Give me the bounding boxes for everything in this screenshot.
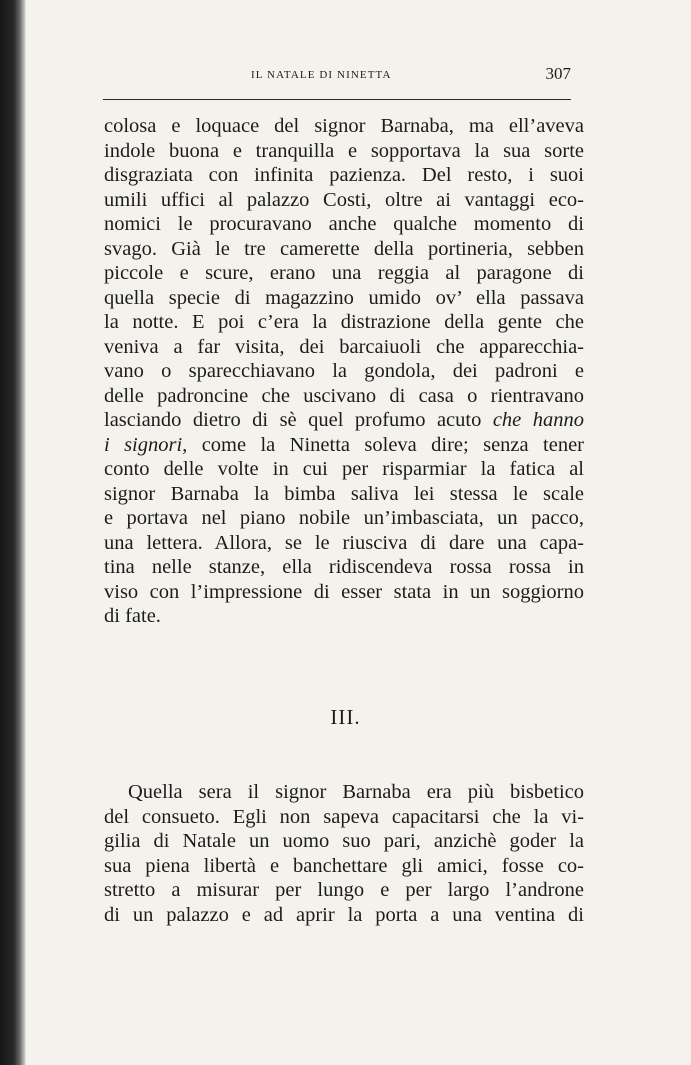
text-line: la notte. E poi c’era la distrazione della gente che xyxy=(104,311,584,333)
text-line: viso con l’impressione di esser stata in un soggiorno xyxy=(104,580,584,603)
text-line: indole buona e tranquilla e sopportava la sua sorte xyxy=(104,139,584,162)
text-line: disgraziata con infinita pazienza. Del resto, i suoi xyxy=(104,164,584,186)
text-line: delle padroncine che uscivano di casa o rientravano xyxy=(104,384,584,407)
text-line xyxy=(104,433,584,458)
text-line: di un palazzo e ad aprir la porta a una ventina di xyxy=(104,903,584,926)
text-line: vano o sparecchiavano la gondola, dei padroni e xyxy=(104,360,584,382)
text-line: sua piena libertà e banchettare gli amici, fosse co- xyxy=(104,854,584,877)
text-line: del consueto. Egli non sapeva capacitarsi che la vi- xyxy=(104,805,584,828)
text-line: stretto a misurar per lungo e per largo l’androne xyxy=(104,879,584,901)
header-rule xyxy=(103,99,571,100)
running-title: IL NATALE DI NINETTA xyxy=(251,69,392,81)
text-line: piccole e scure, erano una reggia al paragone di xyxy=(104,262,584,284)
text-line: di fate. xyxy=(104,605,161,627)
text-line: una lettera. Allora, se le riusciva di dare una capa- xyxy=(104,531,584,554)
text-line: veniva a far visita, dei barcaiuoli che apparecchia- xyxy=(104,335,584,358)
text-line: svago. Già le tre camerette della portineria, sebben xyxy=(104,237,584,260)
text-line: quella specie di magazzino umido ov’ ella passava xyxy=(104,286,584,309)
text-run: come la Ninetta soleva dire; senza tener xyxy=(187,433,584,456)
book-binding-edge xyxy=(0,0,26,1065)
italic-text: i signori, xyxy=(104,433,188,456)
text-line: conto delle volte in cui per risparmiar la fatica al xyxy=(104,458,584,480)
paragraph-2 xyxy=(104,780,584,927)
text-line: e portava nel piano nobile un’imbasciata, un pacco, xyxy=(104,507,584,529)
text-line: Quella sera il signor Barnaba era più bisbetico xyxy=(128,781,584,803)
text-line: umili uffici al palazzo Costi, oltre ai vantaggi eco- xyxy=(104,188,584,211)
text-line: colosa e loquace del signor Barnaba, ma ell’aveva xyxy=(104,115,584,137)
page-header xyxy=(103,64,571,86)
text-line: signor Barnaba la bimba saliva lei stessa le scale xyxy=(104,482,584,505)
text-line: tina nelle stanze, ella ridiscendeva rossa rossa in xyxy=(104,556,584,578)
text-line: gilia di Natale un uomo suo pari, anzichè goder la xyxy=(104,830,584,852)
paragraph-1 xyxy=(104,114,584,629)
text-line: nomici le procuravano anche qualche momento di xyxy=(104,213,584,235)
text-line xyxy=(104,408,584,433)
text-run: lasciando dietro di sè quel profumo acuto xyxy=(104,409,493,431)
section-heading: III. xyxy=(330,705,361,729)
italic-text: che hanno xyxy=(492,409,584,431)
page-number: 307 xyxy=(545,64,571,83)
